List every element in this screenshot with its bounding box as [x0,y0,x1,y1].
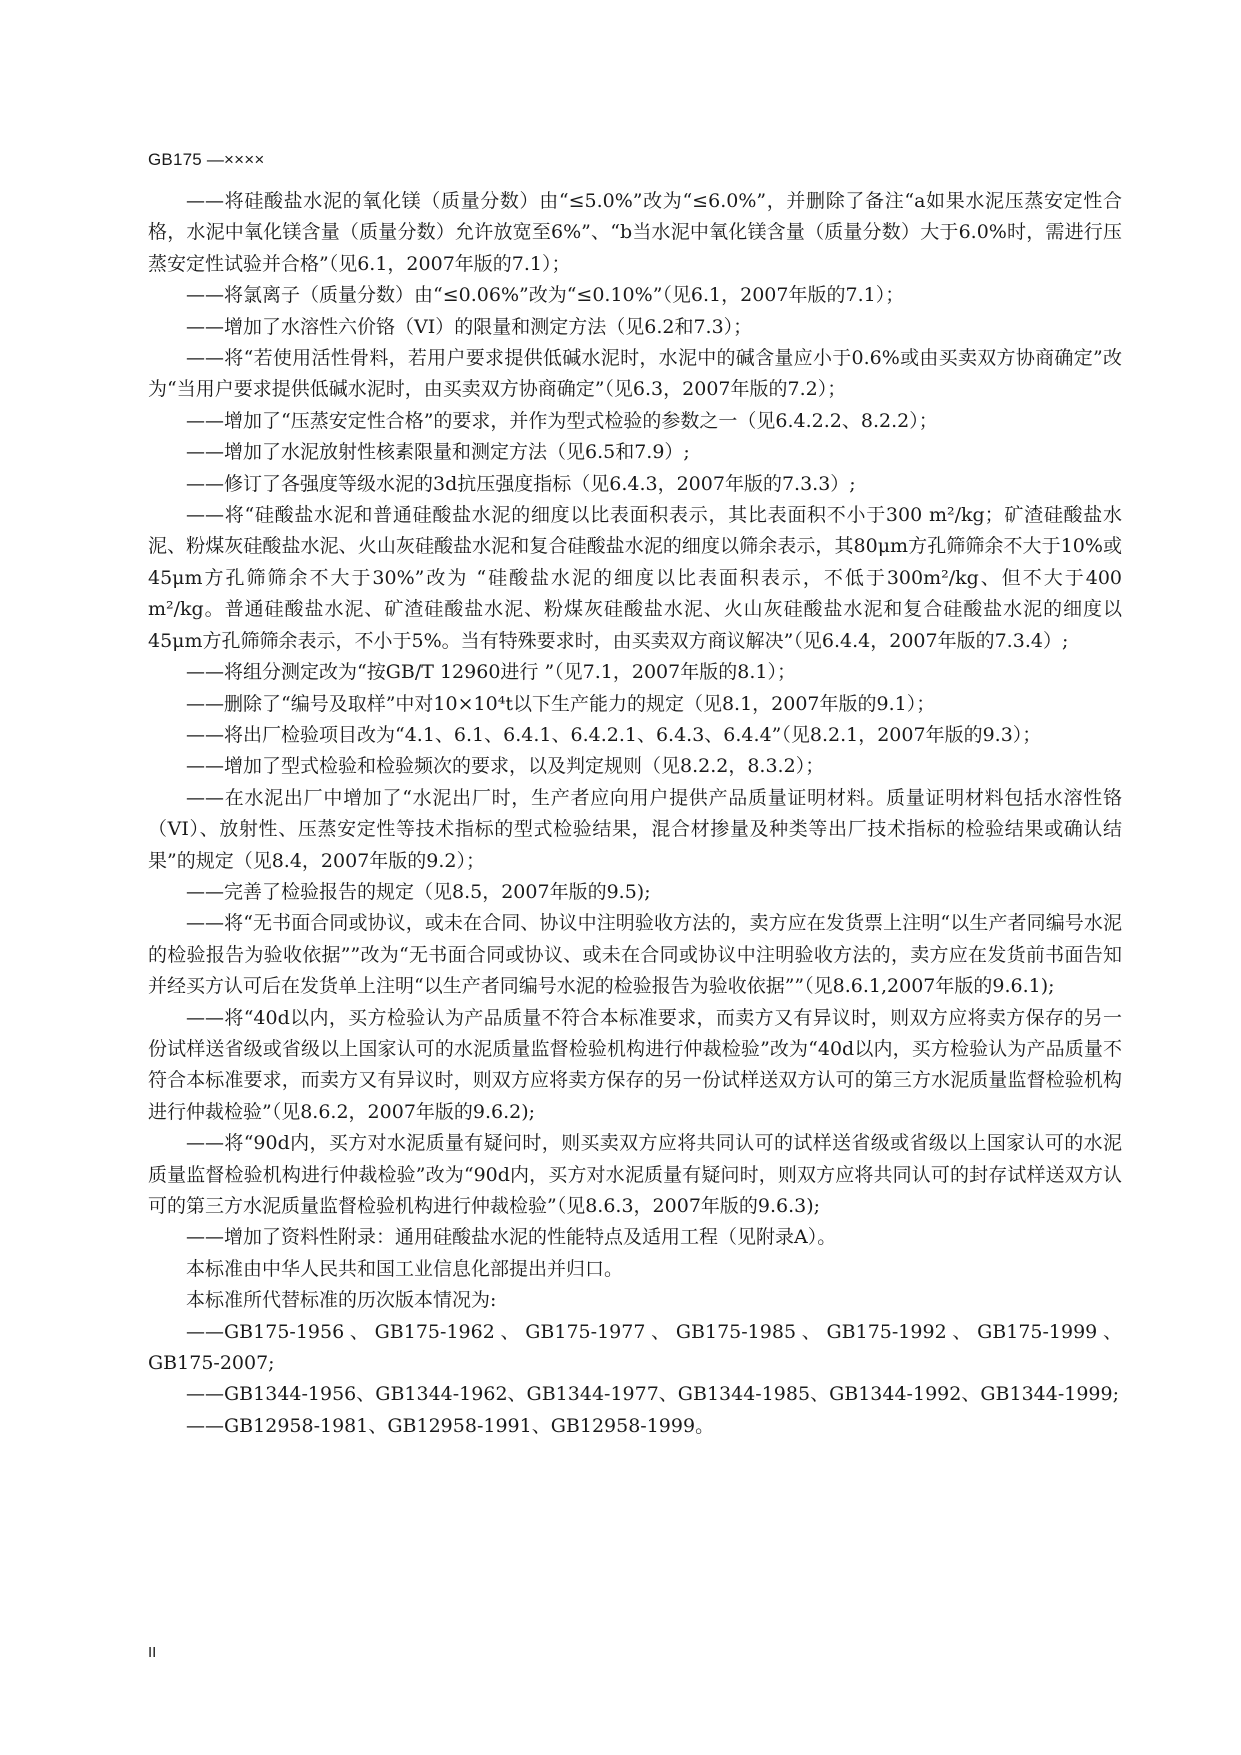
paragraph-autoclave-addition: ——增加了“压蒸安定性合格”的要求，并作为型式检验的参数之一（见6.4.2.2、8.2.2）； [186,409,938,432]
foreword-body [148,186,1122,1442]
paragraph-quality-certificate: ——在水泥出厂中增加了“水泥出厂时，生产者应向用户提供产品质量证明材料。质量证明材料包括水溶性铬（VI）、放射性、压蒸安定性等技术指标的型式检验结果，混合材掺量及种类等出厂技术指标的检验结果或确认结果”的规定（见8.4，2007年版的9.2）； [148,786,1122,872]
paragraph-composition-test-change: ——将组分测定改为“按GB/T 12960进行 ”（见7.1，2007年版的8.1）； [186,661,796,684]
paragraph-chromium-addition: ——增加了水溶性六价铬（VI）的限量和测定方法（见6.2和7.3）； [186,315,753,338]
page-number: II [148,1644,157,1661]
paragraph-history-intro: 本标准所代替标准的历次版本情况为: [186,1289,497,1312]
paragraph-acceptance-basis: ——将“无书面合同或协议，或未在合同、协议中注明验收方法的，卖方应在发货票上注明“以生产者同编号水泥的检验报告为验收依据””改为“无书面合同或协议、或未在合同或协议中注明验收方法的，卖方应在发货前书面告知并经买方认可后在发货单上注明“以生产者同编号水泥的检验报告为验收依据””（见8.6.1,2007年版的9.6.1); [148,912,1122,998]
paragraph-factory-test-items: ——将出厂检验项目改为“4.1、6.1、6.4.1、6.4.2.1、6.4.3、6.4.4”（见8.2.1，2007年版的9.3）； [186,723,1042,746]
paragraph-history-gb175: ——GB175-1956、GB175-1962、GB175-1977、GB175-1985、GB175-1992、GB175-1999、GB175-2007; [148,1320,1122,1375]
paragraph-chloride-change: ——将氯离子（质量分数）由“≤0.06%”改为“≤0.10%”（见6.1，2007年版的7.1）； [186,284,905,307]
paragraph-type-test-addition: ——增加了型式检验和检验频次的要求，以及判定规则（见8.2.2，8.3.2）； [186,755,825,778]
standard-code-header: GB175 —×××× [148,150,265,169]
paragraph-fineness-change: ——将“硅酸盐水泥和普通硅酸盐水泥的细度以比表面积表示，其比表面积不小于300 m²/kg；矿渣硅酸盐水泥、粉煤灰硅酸盐水泥、火山灰硅酸盐水泥和复合硅酸盐水泥的细度以筛余表示，其80μm方孔筛筛余不大于10%或45μm方孔筛筛余不大于30%”改为 “硅酸盐水泥的细度以比表面积表示，不低于300m²/kg、但不大于400 m²/kg。普通硅酸盐水泥、矿渣硅酸盐水泥、粉煤灰硅酸盐水泥、火山灰硅酸盐水泥和复合硅酸盐水泥的细度以45μm方孔筛筛余表示，不小于5%。当有特殊要求时，由买卖双方商议解决”（见6.4.4，2007年版的7.3.4）; [148,504,1122,652]
paragraph-history-gb1344: ——GB1344-1956、GB1344-1962、GB1344-1977、GB1344-1985、GB1344-1992、GB1344-1999; [186,1383,1120,1406]
paragraph-sampling-deletion: ——删除了“编号及取样”中对10×10⁴t以下生产能力的规定（见8.1，2007年版的9.1）； [186,692,936,715]
paragraph-history-gb12958: ——GB12958-1981、GB12958-1991、GB12958-1999。 [186,1414,715,1437]
paragraph-annex-addition: ——增加了资料性附录：通用硅酸盐水泥的性能特点及适用工程（见附录A）。 [186,1226,837,1249]
paragraph-test-report: ——完善了检验报告的规定（见8.5，2007年版的9.5); [186,880,651,903]
paragraph-radioactivity-addition: ——增加了水泥放射性核素限量和测定方法（见6.5和7.9）; [186,441,690,464]
paragraph-3d-strength-revision: ——修订了各强度等级水泥的3d抗压强度指标（见6.4.3，2007年版的7.3.3）; [186,472,856,495]
paragraph-alkali-change: ——将“若使用活性骨料，若用户要求提供低碱水泥时，水泥中的碱含量应小于0.6%或由买卖双方协商确定”改为“当用户要求提供低碱水泥时，由买卖双方协商确定”（见6.3，2007年版的7.2）； [148,347,1122,401]
paragraph-mgo-change: ——将硅酸盐水泥的氧化镁（质量分数）由“≤5.0%”改为“≤6.0%”，并删除了备注“a如果水泥压蒸安定性合格，水泥中氧化镁含量（质量分数）允许放宽至6%”、“b当水泥中氧化镁含量（质量分数）大于6.0%时，需进行压蒸安定性试验并合格”（见6.1，2007年版的7.1）； [148,190,1122,275]
paragraph-proposer: 本标准由中华人民共和国工业信息化部提出并归口。 [186,1257,624,1280]
paragraph-40d-arbitration: ——将“40d以内，买方检验认为产品质量不符合本标准要求，而卖方又有异议时，则双方应将卖方保存的另一份试样送省级或省级以上国家认可的水泥质量监督检验机构进行仲裁检验”改为“40d以内，买方检验认为产品质量不符合本标准要求，而卖方又有异议时，则双方应将卖方保存的另一份试样送双方认可的第三方水泥质量监督检验机构进行仲裁检验”（见8.6.2，2007年版的9.6.2); [148,1006,1122,1123]
paragraph-90d-arbitration: ——将“90d内，买方对水泥质量有疑问时，则买卖双方应将共同认可的试样送省级或省级以上国家认可的水泥质量监督检验机构进行仲裁检验”改为“90d内，买方对水泥质量有疑问时，则双方应将共同认可的封存试样送双方认可的第三方水泥质量监督检验机构进行仲裁检验”（见8.6.3，2007年版的9.6.3); [148,1132,1122,1217]
